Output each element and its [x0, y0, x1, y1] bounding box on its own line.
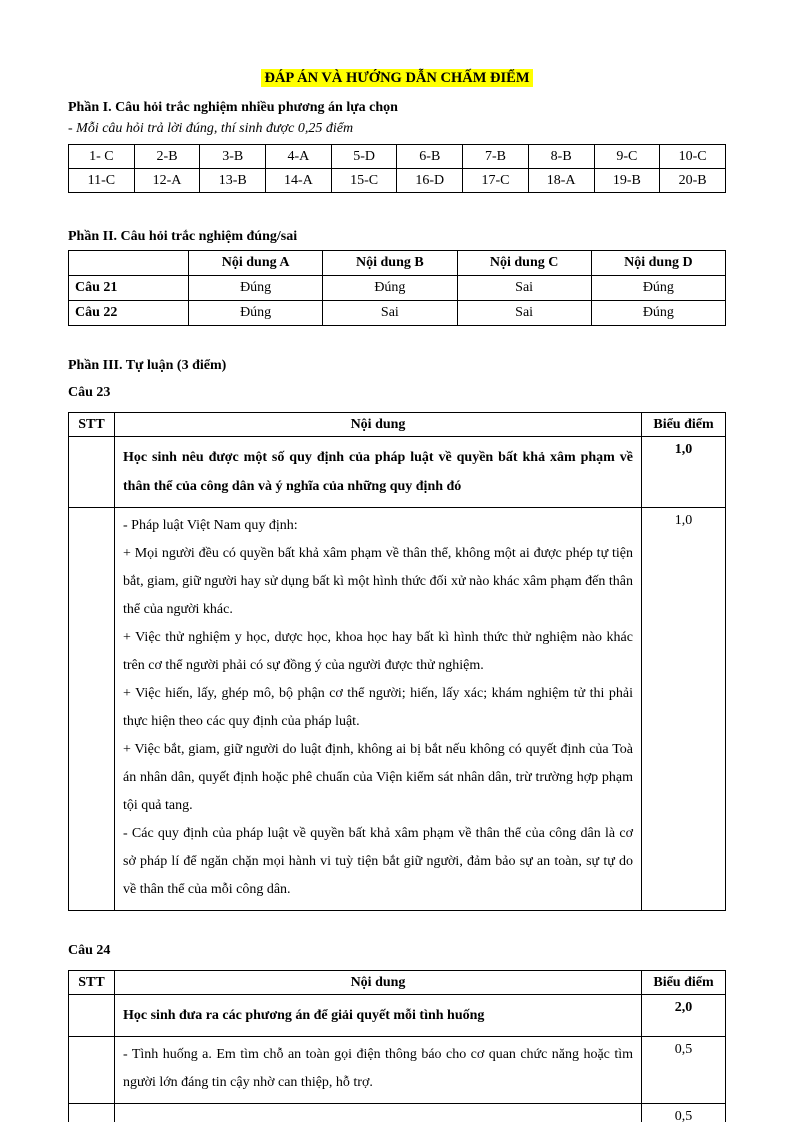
q23-detail-line: + Việc hiến, lấy, ghép mô, bộ phận cơ thể người; hiến, lấy xác; khám nghiệm tử thi phải thực hiện theo các quy định của pháp luật. — [123, 686, 633, 729]
tf-value: Sai — [457, 276, 591, 301]
q24-stt-cell — [69, 995, 115, 1037]
answers-row-2 — [69, 169, 726, 193]
document-title — [68, 70, 726, 87]
answer-cell: 20-B — [660, 169, 726, 193]
q23-detail-line: + Việc bắt, giam, giữ người do luật định, không ai bị bắt nếu không có quyết định của Toà án nhân dân, quyết định hoặc phê chuẩn của Viện kiểm sát nhân dân, trừ trường hợp phạm tội quả tang. — [123, 742, 633, 813]
tf-corner-cell — [69, 251, 189, 276]
answer-cell: 13-B — [200, 169, 266, 193]
q24-situation-b-score: 0,5 — [642, 1104, 726, 1122]
tf-value: Đúng — [323, 276, 457, 301]
answer-cell: 11-C — [69, 169, 135, 193]
q24-stt-cell — [69, 1037, 115, 1104]
question24-label: Câu 24 — [68, 943, 111, 958]
header-stt: STT — [69, 971, 115, 995]
answer-cell: 15-C — [331, 169, 397, 193]
tf-header-cell: Nội dung A — [189, 251, 323, 276]
answer-cell: 4-A — [266, 145, 332, 169]
header-score: Biểu điểm — [642, 971, 726, 995]
answer-cell: 18-A — [528, 169, 594, 193]
tf-header-row — [69, 251, 726, 276]
answer-cell: 2-B — [134, 145, 200, 169]
tf-row-cau22 — [69, 301, 726, 326]
answer-cell: 10-C — [660, 145, 726, 169]
part2-truefalse-table — [68, 250, 726, 326]
part2-heading: Phần II. Câu hỏi trắc nghiệm đúng/sai — [68, 229, 298, 244]
header-content: Nội dung — [115, 971, 642, 995]
q24-situation-b-text — [115, 1104, 642, 1122]
q23-detail-line: - Các quy định của pháp luật về quyền bất khả xâm phạm về thân thể của công dân là cơ sở pháp lí để ngăn chặn mọi hành vi tuỳ tiện bắt giữ người, đảm bảo sự an toàn, sự tự do về thân thể của mỗi công dân. — [123, 826, 633, 897]
part1-answers-table — [68, 144, 726, 193]
q23-summary-row — [69, 437, 726, 508]
document-title-highlight: ĐÁP ÁN VÀ HƯỚNG DẪN CHẤM ĐIỂM — [261, 69, 532, 87]
answer-cell: 14-A — [266, 169, 332, 193]
q23-stt-cell — [69, 437, 115, 508]
tf-value: Sai — [323, 301, 457, 326]
part3-heading: Phần III. Tự luận (3 điểm) — [68, 358, 227, 373]
q23-summary-text: Học sinh nêu được một số quy định của pháp luật về quyền bất khả xâm phạm về thân thể của công dân và ý nghĩa của những quy định đó — [115, 437, 642, 508]
q24-situation-a-text: - Tình huống a. Em tìm chỗ an toàn gọi điện thông báo cho cơ quan chức năng hoặc tìm người lớn đáng tin cậy nhờ can thiệp, hỗ trợ. — [115, 1037, 642, 1104]
q23-detail-row — [69, 508, 726, 911]
header-score: Biểu điểm — [642, 413, 726, 437]
tf-value: Đúng — [189, 276, 323, 301]
answer-cell: 9-C — [594, 145, 660, 169]
question24-table — [68, 970, 726, 1122]
question23-label: Câu 23 — [68, 385, 111, 400]
header-stt: STT — [69, 413, 115, 437]
q23-detail-text — [115, 508, 642, 911]
tf-value: Sai — [457, 301, 591, 326]
q23-summary-score: 1,0 — [642, 437, 726, 508]
part1-heading: Phần I. Câu hỏi trắc nghiệm nhiều phương án lựa chọn — [68, 100, 398, 115]
tf-header-cell: Nội dung B — [323, 251, 457, 276]
answer-cell: 7-B — [463, 145, 529, 169]
q23-detail-score: 1,0 — [642, 508, 726, 911]
q24-summary-score: 2,0 — [642, 995, 726, 1037]
q23-stt-cell — [69, 508, 115, 911]
tf-row-label: Câu 22 — [69, 301, 189, 326]
answer-cell: 16-D — [397, 169, 463, 193]
tf-value: Đúng — [591, 276, 725, 301]
q24-situation-a-row — [69, 1037, 726, 1104]
answer-cell: 1- C — [69, 145, 135, 169]
q23-detail-line: + Mọi người đều có quyền bất khả xâm phạm về thân thể, không một ai được phép tự tiện bắt, giam, giữ người hay sử dụng bất kì một hình thức đối xử nào khác xâm phạm đến thân thể của người khác. — [123, 546, 633, 617]
answers-row-1 — [69, 145, 726, 169]
answer-cell: 19-B — [594, 169, 660, 193]
q23-detail-line: + Việc thử nghiệm y học, dược học, khoa học hay bất kì hình thức thử nghiệm nào khác trên cơ thể người phải có sự đồng ý của người được thử nghiệm. — [123, 630, 633, 673]
q24-situation-a-score: 0,5 — [642, 1037, 726, 1104]
essay-header-row — [69, 413, 726, 437]
essay-header-row — [69, 971, 726, 995]
q24-summary-text: Học sinh đưa ra các phương án để giải quyết mỗi tình huống — [115, 995, 642, 1037]
answer-cell: 3-B — [200, 145, 266, 169]
q23-detail-line: - Pháp luật Việt Nam quy định: — [123, 518, 298, 533]
answer-cell: 17-C — [463, 169, 529, 193]
tf-row-label: Câu 21 — [69, 276, 189, 301]
answer-cell: 12-A — [134, 169, 200, 193]
answer-cell: 8-B — [528, 145, 594, 169]
tf-header-cell: Nội dung D — [591, 251, 725, 276]
tf-value: Đúng — [189, 301, 323, 326]
tf-value: Đúng — [591, 301, 725, 326]
q24-summary-row — [69, 995, 726, 1037]
tf-header-cell: Nội dung C — [457, 251, 591, 276]
tf-row-cau21 — [69, 276, 726, 301]
answer-cell: 6-B — [397, 145, 463, 169]
answer-cell: 5-D — [331, 145, 397, 169]
header-content: Nội dung — [115, 413, 642, 437]
question23-table — [68, 412, 726, 911]
part1-note: - Mỗi câu hỏi trả lời đúng, thí sinh được 0,25 điểm — [68, 121, 354, 136]
q24-stt-cell — [69, 1104, 115, 1122]
q24-situation-b-row — [69, 1104, 726, 1122]
